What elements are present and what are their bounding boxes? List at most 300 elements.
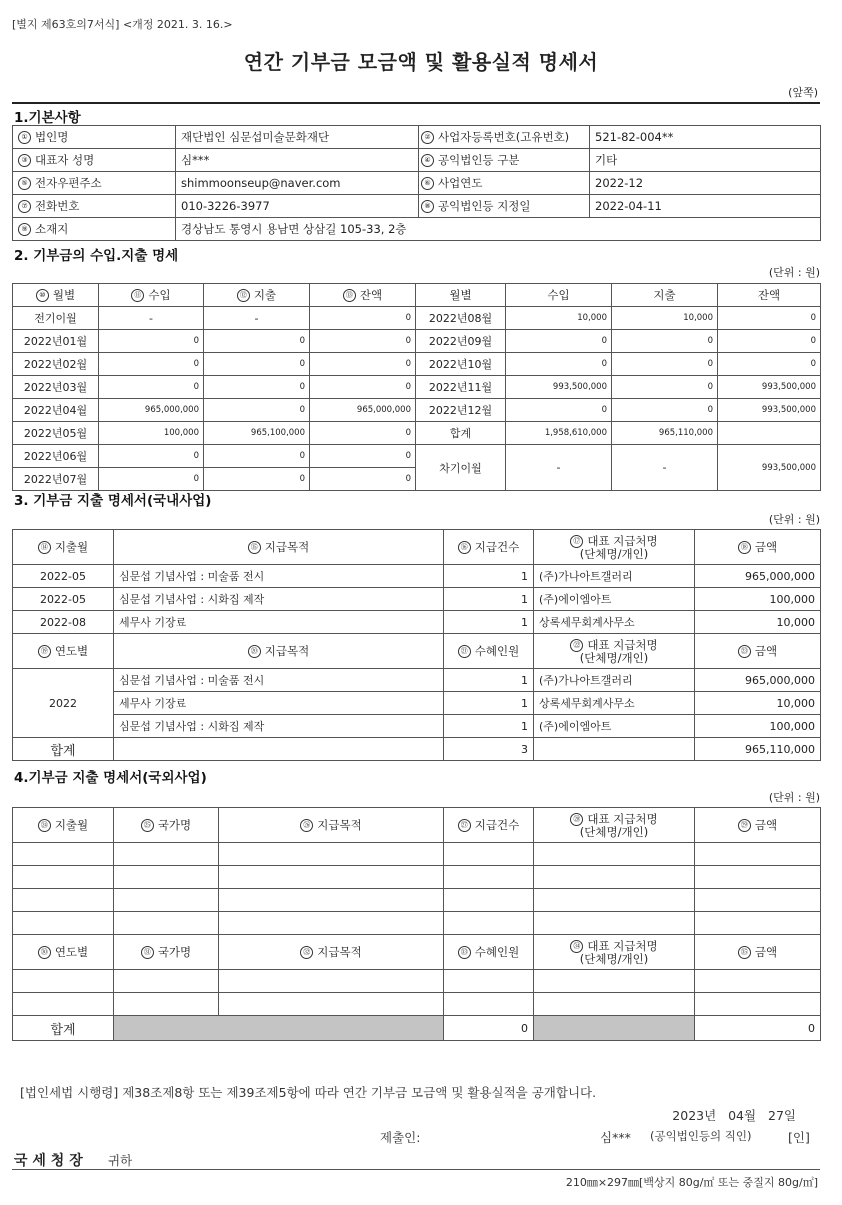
column-header [219,935,444,970]
field-label [419,149,590,172]
empty-cell [534,912,695,935]
purpose-cell: 심문섭 기념사업 : 미술품 전시 [114,669,444,692]
balance-cell: 0 [310,376,416,399]
empty-cell [444,970,534,993]
yearly-row [13,692,821,715]
carry-income-cell: - [506,445,612,491]
column-header [695,634,821,669]
item-number-badge: ⑱ [738,541,751,554]
balance-cell: 993,500,000 [718,376,821,399]
total-label: 합계 [13,1016,114,1041]
payee-cell: (주)에이엠아트 [534,715,695,738]
empty-cell [534,738,695,761]
empty-cell [444,993,534,1016]
field-label [13,218,176,241]
item-number-badge: ㉓ [738,645,751,658]
purpose-cell: 심문섭 기념사업 : 시화집 제작 [114,588,444,611]
expense-cell: 0 [612,376,718,399]
column-header-label: 대표 지급처명 [587,637,658,652]
item-number-badge: ③ [18,154,31,167]
expense-cell: 0 [204,353,310,376]
domestic-expense-table [12,529,821,761]
column-header [13,634,114,669]
shaded-cell [534,1016,695,1041]
column-header [114,808,219,843]
balance-cell: 0 [310,353,416,376]
address-value: 경상남도 통영시 용남면 상삼길 105-33, 2층 [176,218,821,241]
section3-title: 3. 기부금 지출 명세서(국내사업) [14,493,212,509]
column-header-label: 국가명 [157,817,192,832]
empty-cell [114,993,219,1016]
empty-cell [219,843,444,866]
item-number-badge: ① [18,131,31,144]
field-label-text: 법인명 [35,130,69,144]
column-header-label: 지출월 [54,539,89,554]
item-number-badge: ㉗ [458,819,471,832]
column-header-label: 금액 [754,539,778,554]
empty-cell [13,843,114,866]
column-header [534,634,695,669]
column-header-label: 금액 [754,643,778,658]
year-cell: 2022 [13,669,114,738]
item-number-badge: ⑪ [131,289,144,302]
item-number-badge: ㉛ [141,946,154,959]
recipient-suffix: 귀하 [108,1153,133,1168]
column-header [13,808,114,843]
column-header-label: 수입 [547,288,570,302]
month-row [13,445,821,468]
month-cell: 2022년11월 [416,376,506,399]
empty-row [13,843,821,866]
month-cell: 2022년05월 [13,422,99,445]
expense-cell: 0 [204,376,310,399]
column-header [534,808,695,843]
field-label-text: 전자우편주소 [35,176,102,190]
column-header-label: 월별 [449,288,472,302]
field-value: 재단법인 심문섭미술문화재단 [176,126,419,149]
count-cell: 1 [444,669,534,692]
empty-cell [534,993,695,1016]
item-number-badge: ⑯ [458,541,471,554]
column-header-label: 연도별 [54,643,89,658]
payee-cell: (주)에이엠아트 [534,588,695,611]
month-cell: 2022년06월 [13,445,99,468]
purpose-cell: 세무사 기장료 [114,611,444,634]
submitter-role: (공익법인등의 직인) [650,1129,752,1143]
month-cell: 2022년02월 [13,353,99,376]
section2-unit: (단위 : 원) [768,266,820,279]
column-header [718,284,821,307]
balance-cell: 0 [310,307,416,330]
top-divider [12,102,820,104]
expense-cell: 965,100,000 [204,422,310,445]
field-label-text: 대표자 성명 [35,153,95,167]
empty-cell [13,912,114,935]
empty-cell [695,970,821,993]
item-number-badge: ⑥ [421,177,434,190]
income-expense-table [12,283,821,491]
month-cell: 전기이월 [13,307,99,330]
item-number-badge: ④ [421,154,434,167]
column-header-label: 수입 [148,287,171,302]
field-label [419,172,590,195]
field-label [13,195,176,218]
field-label [13,126,176,149]
month-row [13,422,821,445]
month-cell: 2022-05 [13,565,114,588]
empty-cell [444,912,534,935]
column-header [444,808,534,843]
carry-expense-cell: - [612,445,718,491]
income-cell: 0 [99,330,204,353]
expense-row [13,611,821,634]
month-cell: 2022년01월 [13,330,99,353]
month-cell: 2022-08 [13,611,114,634]
column-header [416,284,506,307]
empty-cell [114,889,219,912]
column-header-label: 대표 지급처명 [587,811,658,826]
empty-cell [114,866,219,889]
empty-cell [534,889,695,912]
empty-cell [695,912,821,935]
item-number-badge: ㉚ [38,946,51,959]
field-label-text: 사업연도 [438,176,483,190]
column-header-sublabel: (단체명/개인) [579,546,649,561]
empty-row [13,889,821,912]
total-row [13,738,821,761]
empty-cell [114,912,219,935]
month-cell: 2022년09월 [416,330,506,353]
item-number-badge: ⑰ [570,535,583,548]
column-header-label: 지출월 [54,817,89,832]
header-row [13,530,821,565]
item-number-badge: ⑮ [248,541,261,554]
column-header [695,935,821,970]
column-header [310,284,416,307]
empty-cell [114,970,219,993]
expense-cell: - [204,307,310,330]
yearly-row [13,715,821,738]
item-number-badge: ⑫ [237,289,250,302]
empty-cell [444,843,534,866]
basic-info-row [13,195,821,218]
item-number-badge: ㉞ [570,940,583,953]
field-label [419,195,590,218]
month-cell: 합계 [416,422,506,445]
column-header-label: 잔액 [757,288,781,302]
total-count: 3 [444,738,534,761]
column-header-label: 지출 [253,287,277,302]
item-number-badge: ⑳ [248,645,261,658]
section3-unit: (단위 : 원) [768,513,820,526]
payee-cell: 상록세무회계사무소 [534,692,695,715]
empty-cell [534,970,695,993]
item-number-badge: ㉖ [300,819,313,832]
empty-cell [219,970,444,993]
empty-cell [13,993,114,1016]
section1-title: 1.기본사항 [14,110,81,126]
carry-balance-cell: 993,500,000 [718,445,821,491]
empty-cell [534,866,695,889]
empty-cell [444,866,534,889]
column-header [114,634,444,669]
item-number-badge: ㉒ [570,639,583,652]
basic-info-row [13,149,821,172]
balance-cell [718,422,821,445]
column-header [219,808,444,843]
item-number-badge: ⑧ [421,200,434,213]
total-label: 합계 [13,738,114,761]
empty-cell [13,889,114,912]
field-label-text: 공익법인등 구분 [438,153,520,167]
month-cell: 2022년04월 [13,399,99,422]
empty-cell [219,866,444,889]
section4-title: 4.기부금 지출 명세서(국외사업) [14,770,207,786]
empty-cell [444,889,534,912]
field-value: 기타 [590,149,821,172]
header-row [13,935,821,970]
month-row [13,376,821,399]
expense-row [13,565,821,588]
total-count: 0 [444,1016,534,1041]
month-cell: 2022년03월 [13,376,99,399]
field-label [13,149,176,172]
field-value: 521-82-004** [590,126,821,149]
month-cell: 2022년08월 [416,307,506,330]
amount-cell: 10,000 [695,611,821,634]
expense-row [13,588,821,611]
section2-title: 2. 기부금의 수입.지출 명세 [14,248,179,264]
item-number-badge: ㉕ [141,819,154,832]
balance-cell: 0 [310,468,416,491]
item-number-badge: ㉜ [300,946,313,959]
count-cell: 1 [444,565,534,588]
month-row [13,307,821,330]
balance-cell: 0 [718,353,821,376]
item-number-badge: ㉑ [458,645,471,658]
balance-cell: 0 [310,330,416,353]
item-number-badge: ㉙ [738,819,751,832]
empty-row [13,970,821,993]
column-header [13,284,99,307]
column-header-label: 국가명 [157,944,192,959]
month-cell: 2022년12월 [416,399,506,422]
column-header-label: 지급목적 [317,944,362,959]
bottom-divider [12,1169,820,1170]
item-number-badge: ⑭ [38,541,51,554]
expense-cell: 0 [204,445,310,468]
month-cell: 2022-05 [13,588,114,611]
empty-cell [219,993,444,1016]
empty-cell [219,912,444,935]
income-cell: 0 [506,330,612,353]
purpose-cell: 심문섭 기념사업 : 미술품 전시 [114,565,444,588]
total-row [13,1016,821,1041]
column-header [13,530,114,565]
seal-mark: [인] [788,1130,810,1145]
income-cell: 100,000 [99,422,204,445]
payee-cell: (주)가나아트갤러리 [534,669,695,692]
empty-cell [219,889,444,912]
form-number: [별지 제63호의7서식] <개정 2021. 3. 16.> [12,18,233,31]
expense-cell: 0 [612,330,718,353]
month-cell: 2022년10월 [416,353,506,376]
purpose-cell: 심문섭 기념사업 : 시화집 제작 [114,715,444,738]
address-row [13,218,821,241]
column-header-label: 수혜인원 [474,643,520,658]
income-cell: 993,500,000 [506,376,612,399]
empty-cell [13,866,114,889]
item-number-badge: ⑬ [343,289,356,302]
item-number-badge: ⑲ [38,645,51,658]
field-value: 010-3226-3977 [176,195,419,218]
column-header [204,284,310,307]
column-header [695,530,821,565]
page-side-label: (앞쪽) [788,86,818,99]
income-cell: 0 [99,445,204,468]
document-title: 연간 기부금 모금액 및 활용실적 명세서 [243,50,599,74]
item-number-badge: ⑤ [18,177,31,190]
submitter-label: 제출인: [380,1130,421,1145]
column-header-label: 지급건수 [474,539,520,554]
field-label-text: 소재지 [35,222,69,236]
income-cell: 0 [506,399,612,422]
column-header [13,935,114,970]
header-row [13,284,821,307]
empty-row [13,993,821,1016]
count-cell: 1 [444,715,534,738]
item-number-badge: ② [421,131,434,144]
income-cell: 965,000,000 [99,399,204,422]
empty-cell [114,843,219,866]
payee-cell: 상록세무회계사무소 [534,611,695,634]
overseas-expense-table [12,807,821,1041]
header-row [13,634,821,669]
income-cell: - [99,307,204,330]
item-number-badge: ㉔ [38,819,51,832]
shaded-cell [114,1016,444,1041]
column-header-sublabel: (단체명/개인) [579,650,649,665]
empty-cell [695,866,821,889]
month-cell: 2022년07월 [13,468,99,491]
expense-cell: 0 [204,330,310,353]
empty-cell [695,993,821,1016]
column-header-label: 지급건수 [474,817,520,832]
section4-unit: (단위 : 원) [768,791,820,804]
balance-cell: 0 [718,330,821,353]
empty-row [13,912,821,935]
income-cell: 0 [99,353,204,376]
expense-cell: 965,110,000 [612,422,718,445]
amount-cell: 965,000,000 [695,669,821,692]
expense-cell: 10,000 [612,307,718,330]
amount-cell: 965,000,000 [695,565,821,588]
field-value: 2022-12 [590,172,821,195]
item-number-badge: ⑦ [18,200,31,213]
month-row [13,399,821,422]
column-header-label: 월별 [52,287,76,302]
income-cell: 0 [99,468,204,491]
yearly-row [13,669,821,692]
item-number-badge: ㉝ [458,946,471,959]
basic-info-row [13,172,821,195]
field-label [13,172,176,195]
expense-cell: 0 [612,399,718,422]
column-header [444,634,534,669]
expense-cell: 0 [204,399,310,422]
basic-info-row [13,126,821,149]
balance-cell: 0 [718,307,821,330]
column-header [534,935,695,970]
balance-cell: 0 [310,422,416,445]
column-header-label: 지급목적 [264,643,310,658]
basic-info-table [12,125,821,241]
empty-row [13,866,821,889]
payee-cell: (주)가나아트갤러리 [534,565,695,588]
column-header [695,808,821,843]
column-header [114,530,444,565]
column-header-label: 지출 [653,288,676,302]
field-label [419,126,590,149]
field-label-text: 사업자등록번호(고유번호) [438,130,570,144]
submission-date: 2023년 04월 27일 [672,1108,796,1123]
item-number-badge: ㉘ [570,813,583,826]
count-cell: 1 [444,692,534,715]
empty-cell [13,970,114,993]
column-header-label: 수혜인원 [474,944,520,959]
income-cell: 0 [506,353,612,376]
column-header [99,284,204,307]
balance-cell: 965,000,000 [310,399,416,422]
column-header-sublabel: (단체명/개인) [579,951,649,966]
column-header-label: 금액 [754,817,778,832]
column-header [114,935,219,970]
paper-spec: 210㎜×297㎜[백상지 80g/㎡ 또는 중질지 80g/㎡] [565,1176,818,1189]
column-header-label: 대표 지급처명 [587,533,658,548]
column-header-label: 잔액 [359,287,383,302]
column-header-label: 지급목적 [317,817,362,832]
income-cell: 0 [99,376,204,399]
income-cell: 10,000 [506,307,612,330]
column-header-label: 지급목적 [264,539,310,554]
column-header-label: 대표 지급처명 [587,938,658,953]
header-row [13,808,821,843]
disclosure-statement: [법인세법 시행령] 제38조제8항 또는 제39조제5항에 따라 연간 기부금 모금액 및 활용실적을 공개합니다. [20,1085,597,1100]
column-header [534,530,695,565]
amount-cell: 100,000 [695,715,821,738]
recipient-name: 국 세 청 장 [14,1153,83,1169]
item-number-badge: ⑩ [36,289,49,302]
submitter-name: 심*** [600,1130,631,1145]
field-value: 2022-04-11 [590,195,821,218]
amount-cell: 10,000 [695,692,821,715]
column-header-label: 금액 [754,944,778,959]
total-amount: 965,110,000 [695,738,821,761]
total-amount: 0 [695,1016,821,1041]
empty-cell [695,843,821,866]
empty-cell [534,843,695,866]
column-header [506,284,612,307]
carry-month-cell: 차기이월 [416,445,506,491]
item-number-badge: ㉟ [738,946,751,959]
amount-cell: 100,000 [695,588,821,611]
purpose-cell: 세무사 기장료 [114,692,444,715]
month-row [13,330,821,353]
income-cell: 1,958,610,000 [506,422,612,445]
month-row [13,353,821,376]
column-header [612,284,718,307]
empty-cell [114,738,444,761]
